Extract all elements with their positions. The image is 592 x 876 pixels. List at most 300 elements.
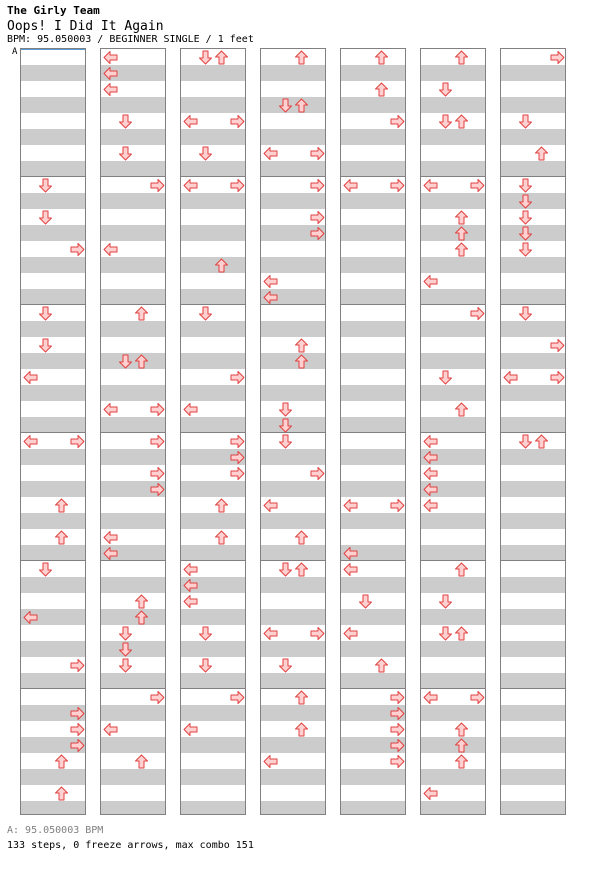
down-arrow-icon bbox=[198, 626, 213, 641]
left-arrow-icon bbox=[263, 626, 278, 641]
measure-line bbox=[181, 688, 245, 689]
beat-stripe bbox=[181, 737, 245, 753]
right-arrow-icon bbox=[230, 466, 245, 481]
right-arrow-icon bbox=[150, 482, 165, 497]
down-arrow-icon bbox=[278, 434, 293, 449]
left-arrow-icon bbox=[103, 402, 118, 417]
beat-stripe bbox=[341, 801, 405, 815]
up-arrow-icon bbox=[454, 626, 469, 641]
up-arrow-icon bbox=[454, 754, 469, 769]
down-arrow-icon bbox=[518, 210, 533, 225]
left-arrow-icon bbox=[263, 274, 278, 289]
beat-stripe bbox=[501, 609, 565, 625]
measure-line bbox=[101, 304, 165, 305]
beat-stripe bbox=[261, 65, 325, 81]
beat-stripe bbox=[21, 193, 85, 209]
beat-stripe bbox=[261, 641, 325, 657]
right-arrow-icon bbox=[150, 434, 165, 449]
beat-stripe bbox=[341, 289, 405, 305]
beat-stripe bbox=[21, 449, 85, 465]
down-arrow-icon bbox=[118, 658, 133, 673]
right-arrow-icon bbox=[230, 690, 245, 705]
left-arrow-icon bbox=[263, 498, 278, 513]
measure-line bbox=[101, 688, 165, 689]
beat-stripe bbox=[421, 193, 485, 209]
down-arrow-icon bbox=[198, 658, 213, 673]
beat-stripe bbox=[261, 385, 325, 401]
left-arrow-icon bbox=[343, 178, 358, 193]
down-arrow-icon bbox=[438, 594, 453, 609]
beat-stripe bbox=[501, 65, 565, 81]
beat-stripe bbox=[181, 385, 245, 401]
beat-stripe bbox=[181, 289, 245, 305]
chart-meta: BPM: 95.050003 / BEGINNER SINGLE / 1 feet bbox=[7, 34, 254, 45]
beat-stripe bbox=[501, 545, 565, 561]
beat-stripe bbox=[501, 385, 565, 401]
measure-line bbox=[261, 688, 325, 689]
beat-stripe bbox=[501, 737, 565, 753]
right-arrow-icon bbox=[390, 498, 405, 513]
right-arrow-icon bbox=[150, 178, 165, 193]
up-arrow-icon bbox=[294, 98, 309, 113]
beat-stripe bbox=[181, 257, 245, 273]
beat-stripe bbox=[261, 513, 325, 529]
beat-stripe bbox=[341, 481, 405, 497]
up-arrow-icon bbox=[374, 50, 389, 65]
beat-stripe bbox=[101, 513, 165, 529]
up-arrow-icon bbox=[294, 50, 309, 65]
down-arrow-icon bbox=[278, 418, 293, 433]
right-arrow-icon bbox=[390, 738, 405, 753]
up-arrow-icon bbox=[214, 50, 229, 65]
left-arrow-icon bbox=[423, 498, 438, 513]
beat-stripe bbox=[181, 193, 245, 209]
left-arrow-icon bbox=[503, 370, 518, 385]
beat-stripe bbox=[341, 321, 405, 337]
up-arrow-icon bbox=[534, 434, 549, 449]
up-arrow-icon bbox=[454, 210, 469, 225]
beat-stripe bbox=[421, 225, 485, 241]
up-arrow-icon bbox=[454, 226, 469, 241]
beat-stripe bbox=[261, 449, 325, 465]
down-arrow-icon bbox=[118, 642, 133, 657]
beat-stripe bbox=[261, 193, 325, 209]
beat-stripe bbox=[101, 705, 165, 721]
down-arrow-icon bbox=[118, 114, 133, 129]
left-arrow-icon bbox=[423, 690, 438, 705]
beat-stripe bbox=[341, 641, 405, 657]
measure-line bbox=[421, 560, 485, 561]
beat-stripe bbox=[261, 481, 325, 497]
left-arrow-icon bbox=[23, 434, 38, 449]
right-arrow-icon bbox=[310, 226, 325, 241]
left-arrow-icon bbox=[343, 546, 358, 561]
bpm-change-list: A: 95.050003 BPM bbox=[7, 825, 104, 836]
beat-stripe bbox=[341, 609, 405, 625]
beat-stripe bbox=[501, 353, 565, 369]
beat-stripe bbox=[421, 257, 485, 273]
measure-line bbox=[421, 688, 485, 689]
beat-stripe bbox=[21, 577, 85, 593]
up-arrow-icon bbox=[294, 354, 309, 369]
right-arrow-icon bbox=[230, 370, 245, 385]
beat-stripe bbox=[501, 161, 565, 177]
beat-stripe bbox=[421, 129, 485, 145]
up-arrow-icon bbox=[294, 722, 309, 737]
beat-stripe bbox=[101, 321, 165, 337]
right-arrow-icon bbox=[230, 178, 245, 193]
right-arrow-icon bbox=[150, 402, 165, 417]
beat-stripe bbox=[261, 577, 325, 593]
measure-line bbox=[341, 304, 405, 305]
beat-stripe bbox=[181, 641, 245, 657]
left-arrow-icon bbox=[343, 562, 358, 577]
chart-column-5 bbox=[340, 48, 406, 815]
beat-stripe bbox=[101, 737, 165, 753]
right-arrow-icon bbox=[310, 178, 325, 193]
right-arrow-icon bbox=[390, 706, 405, 721]
beat-stripe bbox=[261, 161, 325, 177]
beat-stripe bbox=[421, 353, 485, 369]
left-arrow-icon bbox=[263, 146, 278, 161]
beat-stripe bbox=[21, 257, 85, 273]
left-arrow-icon bbox=[183, 402, 198, 417]
left-arrow-icon bbox=[423, 482, 438, 497]
up-arrow-icon bbox=[454, 114, 469, 129]
beat-stripe bbox=[21, 129, 85, 145]
measure-line bbox=[101, 432, 165, 433]
down-arrow-icon bbox=[118, 626, 133, 641]
beat-stripe bbox=[181, 97, 245, 113]
beat-stripe bbox=[21, 641, 85, 657]
up-arrow-icon bbox=[294, 338, 309, 353]
beat-stripe bbox=[261, 97, 325, 113]
left-arrow-icon bbox=[103, 50, 118, 65]
left-arrow-icon bbox=[183, 114, 198, 129]
beat-stripe bbox=[501, 321, 565, 337]
beat-stripe bbox=[181, 417, 245, 433]
up-arrow-icon bbox=[454, 738, 469, 753]
up-arrow-icon bbox=[214, 498, 229, 513]
down-arrow-icon bbox=[38, 210, 53, 225]
left-arrow-icon bbox=[263, 290, 278, 305]
beat-stripe bbox=[341, 257, 405, 273]
measure-line bbox=[261, 560, 325, 561]
beat-stripe bbox=[421, 705, 485, 721]
right-arrow-icon bbox=[470, 306, 485, 321]
up-arrow-icon bbox=[294, 562, 309, 577]
down-arrow-icon bbox=[438, 370, 453, 385]
beat-stripe bbox=[421, 801, 485, 815]
left-arrow-icon bbox=[183, 178, 198, 193]
beat-stripe bbox=[21, 289, 85, 305]
beat-stripe bbox=[261, 257, 325, 273]
right-arrow-icon bbox=[470, 690, 485, 705]
beat-stripe bbox=[261, 769, 325, 785]
up-arrow-icon bbox=[134, 354, 149, 369]
down-arrow-icon bbox=[278, 658, 293, 673]
left-arrow-icon bbox=[423, 434, 438, 449]
up-arrow-icon bbox=[454, 722, 469, 737]
beat-stripe bbox=[21, 545, 85, 561]
up-arrow-icon bbox=[374, 82, 389, 97]
beat-stripe bbox=[341, 513, 405, 529]
beat-stripe bbox=[421, 737, 485, 753]
beat-stripe bbox=[101, 609, 165, 625]
right-arrow-icon bbox=[70, 738, 85, 753]
beat-stripe bbox=[181, 129, 245, 145]
right-arrow-icon bbox=[390, 178, 405, 193]
beat-stripe bbox=[501, 97, 565, 113]
beat-stripe bbox=[101, 97, 165, 113]
beat-stripe bbox=[101, 193, 165, 209]
measure-line bbox=[341, 688, 405, 689]
left-arrow-icon bbox=[103, 722, 118, 737]
beat-stripe bbox=[101, 225, 165, 241]
beat-stripe bbox=[21, 801, 85, 815]
left-arrow-icon bbox=[423, 786, 438, 801]
beat-stripe bbox=[101, 353, 165, 369]
down-arrow-icon bbox=[438, 626, 453, 641]
chart-column-1 bbox=[20, 48, 86, 815]
chart-column-4 bbox=[260, 48, 326, 815]
left-arrow-icon bbox=[23, 370, 38, 385]
measure-line bbox=[421, 176, 485, 177]
measure-line bbox=[341, 432, 405, 433]
down-arrow-icon bbox=[118, 354, 133, 369]
beat-stripe bbox=[421, 65, 485, 81]
beat-stripe bbox=[421, 289, 485, 305]
up-arrow-icon bbox=[134, 594, 149, 609]
beat-stripe bbox=[341, 225, 405, 241]
right-arrow-icon bbox=[310, 210, 325, 225]
up-arrow-icon bbox=[54, 754, 69, 769]
down-arrow-icon bbox=[38, 178, 53, 193]
down-arrow-icon bbox=[518, 226, 533, 241]
down-arrow-icon bbox=[38, 306, 53, 321]
beat-stripe bbox=[501, 641, 565, 657]
right-arrow-icon bbox=[310, 626, 325, 641]
beat-stripe bbox=[501, 577, 565, 593]
beat-stripe bbox=[341, 673, 405, 689]
beat-stripe bbox=[21, 673, 85, 689]
beat-stripe bbox=[501, 225, 565, 241]
beat-stripe bbox=[501, 193, 565, 209]
chart-column-3 bbox=[180, 48, 246, 815]
left-arrow-icon bbox=[103, 242, 118, 257]
up-arrow-icon bbox=[134, 610, 149, 625]
measure-line bbox=[261, 176, 325, 177]
beat-stripe bbox=[261, 737, 325, 753]
beat-stripe bbox=[341, 769, 405, 785]
left-arrow-icon bbox=[103, 66, 118, 81]
down-arrow-icon bbox=[198, 306, 213, 321]
right-arrow-icon bbox=[70, 722, 85, 737]
beat-stripe bbox=[21, 353, 85, 369]
beat-stripe bbox=[261, 545, 325, 561]
beat-stripe bbox=[421, 577, 485, 593]
right-arrow-icon bbox=[550, 50, 565, 65]
up-arrow-icon bbox=[294, 690, 309, 705]
beat-stripe bbox=[421, 641, 485, 657]
beat-stripe bbox=[501, 673, 565, 689]
left-arrow-icon bbox=[183, 562, 198, 577]
beat-stripe bbox=[181, 609, 245, 625]
right-arrow-icon bbox=[310, 146, 325, 161]
beat-stripe bbox=[101, 161, 165, 177]
bpm-change-line bbox=[21, 49, 85, 50]
beat-stripe bbox=[181, 769, 245, 785]
down-arrow-icon bbox=[278, 98, 293, 113]
beat-stripe bbox=[421, 513, 485, 529]
measure-line bbox=[181, 304, 245, 305]
beat-stripe bbox=[21, 65, 85, 81]
beat-stripe bbox=[421, 417, 485, 433]
down-arrow-icon bbox=[518, 194, 533, 209]
beat-stripe bbox=[421, 97, 485, 113]
beat-stripe bbox=[101, 129, 165, 145]
chart-column-7 bbox=[500, 48, 566, 815]
left-arrow-icon bbox=[183, 578, 198, 593]
up-arrow-icon bbox=[534, 146, 549, 161]
chart-column-6 bbox=[420, 48, 486, 815]
down-arrow-icon bbox=[38, 562, 53, 577]
right-arrow-icon bbox=[70, 242, 85, 257]
measure-line bbox=[421, 304, 485, 305]
left-arrow-icon bbox=[423, 466, 438, 481]
up-arrow-icon bbox=[454, 50, 469, 65]
beat-stripe bbox=[261, 321, 325, 337]
right-arrow-icon bbox=[70, 658, 85, 673]
right-arrow-icon bbox=[70, 706, 85, 721]
beat-stripe bbox=[21, 161, 85, 177]
beat-stripe bbox=[501, 257, 565, 273]
beat-stripe bbox=[501, 769, 565, 785]
beat-stripe bbox=[341, 385, 405, 401]
beat-stripe bbox=[101, 449, 165, 465]
left-arrow-icon bbox=[423, 178, 438, 193]
bpm-change-marker: A bbox=[12, 47, 18, 57]
left-arrow-icon bbox=[343, 498, 358, 513]
right-arrow-icon bbox=[310, 466, 325, 481]
beat-stripe bbox=[501, 129, 565, 145]
beat-stripe bbox=[501, 513, 565, 529]
measure-line bbox=[21, 688, 85, 689]
right-arrow-icon bbox=[70, 434, 85, 449]
step-stats: 133 steps, 0 freeze arrows, max combo 151 bbox=[7, 840, 254, 851]
measure-line bbox=[181, 176, 245, 177]
beat-stripe bbox=[501, 481, 565, 497]
beat-stripe bbox=[421, 673, 485, 689]
measure-line bbox=[101, 176, 165, 177]
down-arrow-icon bbox=[278, 402, 293, 417]
beat-stripe bbox=[101, 641, 165, 657]
measure-line bbox=[501, 560, 565, 561]
beat-stripe bbox=[101, 385, 165, 401]
measure-line bbox=[501, 688, 565, 689]
beat-stripe bbox=[101, 673, 165, 689]
beat-stripe bbox=[261, 609, 325, 625]
beat-stripe bbox=[21, 225, 85, 241]
right-arrow-icon bbox=[150, 466, 165, 481]
beat-stripe bbox=[501, 417, 565, 433]
beat-stripe bbox=[21, 513, 85, 529]
right-arrow-icon bbox=[470, 178, 485, 193]
beat-stripe bbox=[101, 257, 165, 273]
beat-stripe bbox=[261, 705, 325, 721]
measure-line bbox=[501, 176, 565, 177]
beat-stripe bbox=[261, 129, 325, 145]
up-arrow-icon bbox=[454, 242, 469, 257]
measure-line bbox=[501, 432, 565, 433]
up-arrow-icon bbox=[54, 498, 69, 513]
beat-stripe bbox=[341, 417, 405, 433]
beat-stripe bbox=[501, 705, 565, 721]
song-title: Oops! I Did It Again bbox=[7, 19, 164, 34]
beat-stripe bbox=[501, 449, 565, 465]
beat-stripe bbox=[21, 417, 85, 433]
measure-line bbox=[21, 176, 85, 177]
left-arrow-icon bbox=[183, 594, 198, 609]
beat-stripe bbox=[261, 673, 325, 689]
beat-stripe bbox=[501, 801, 565, 815]
right-arrow-icon bbox=[550, 370, 565, 385]
chart-column-2 bbox=[100, 48, 166, 815]
down-arrow-icon bbox=[518, 242, 533, 257]
measure-line bbox=[181, 432, 245, 433]
down-arrow-icon bbox=[358, 594, 373, 609]
down-arrow-icon bbox=[518, 114, 533, 129]
beat-stripe bbox=[101, 417, 165, 433]
up-arrow-icon bbox=[454, 402, 469, 417]
beat-stripe bbox=[421, 385, 485, 401]
up-arrow-icon bbox=[134, 754, 149, 769]
right-arrow-icon bbox=[230, 450, 245, 465]
left-arrow-icon bbox=[423, 274, 438, 289]
beat-stripe bbox=[341, 97, 405, 113]
beat-stripe bbox=[101, 769, 165, 785]
up-arrow-icon bbox=[214, 258, 229, 273]
beat-stripe bbox=[421, 321, 485, 337]
beat-stripe bbox=[261, 801, 325, 815]
up-arrow-icon bbox=[374, 658, 389, 673]
right-arrow-icon bbox=[390, 690, 405, 705]
down-arrow-icon bbox=[38, 338, 53, 353]
beat-stripe bbox=[101, 577, 165, 593]
beat-stripe bbox=[341, 161, 405, 177]
measure-line bbox=[21, 432, 85, 433]
measure-line bbox=[21, 304, 85, 305]
down-arrow-icon bbox=[518, 306, 533, 321]
measure-line bbox=[501, 304, 565, 305]
left-arrow-icon bbox=[343, 626, 358, 641]
left-arrow-icon bbox=[423, 450, 438, 465]
beat-stripe bbox=[261, 417, 325, 433]
beat-stripe bbox=[341, 449, 405, 465]
right-arrow-icon bbox=[150, 690, 165, 705]
up-arrow-icon bbox=[54, 786, 69, 801]
beat-stripe bbox=[101, 801, 165, 815]
up-arrow-icon bbox=[454, 562, 469, 577]
down-arrow-icon bbox=[198, 50, 213, 65]
down-arrow-icon bbox=[118, 146, 133, 161]
down-arrow-icon bbox=[438, 114, 453, 129]
left-arrow-icon bbox=[103, 546, 118, 561]
beat-stripe bbox=[181, 673, 245, 689]
beat-stripe bbox=[181, 513, 245, 529]
beat-stripe bbox=[21, 385, 85, 401]
beat-stripe bbox=[101, 289, 165, 305]
